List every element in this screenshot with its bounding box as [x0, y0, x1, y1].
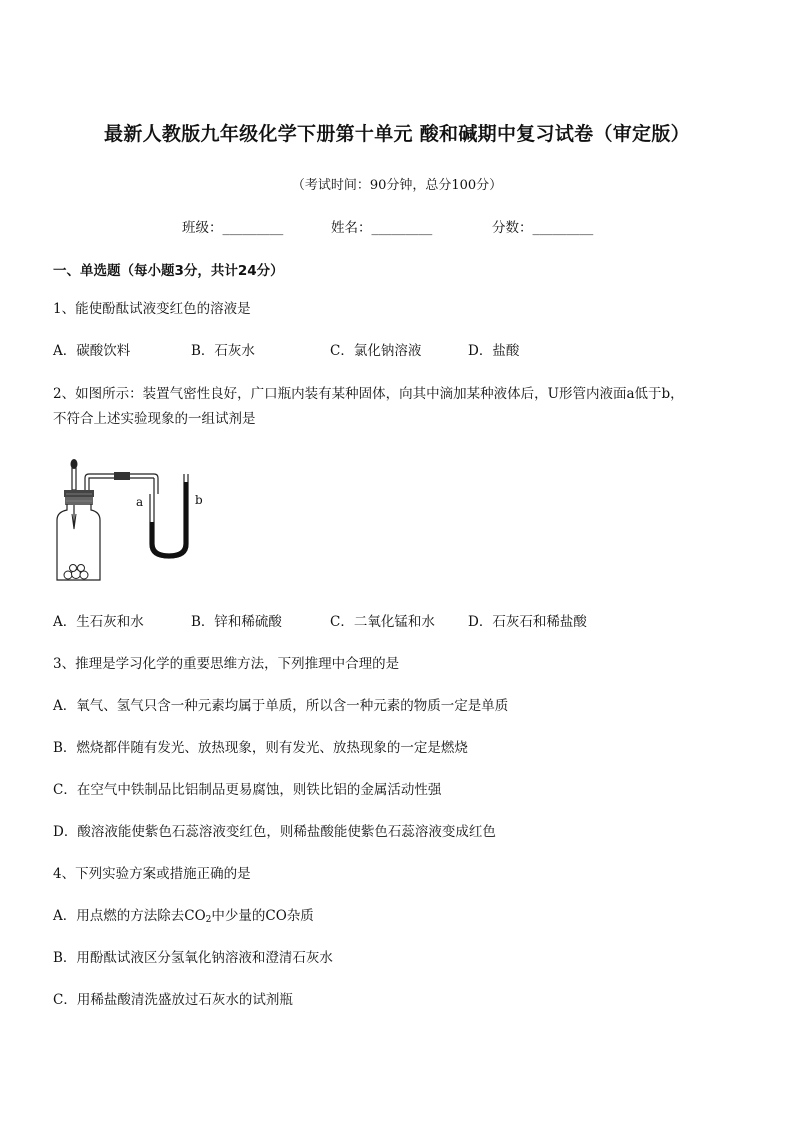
question-2-stem-line-2: 不符合上述实验现象的一组试剂是 [53, 411, 256, 427]
q1-option-b: B．石灰水 [191, 343, 255, 359]
q3-option-d: D．酸溶液能使紫色石蕊溶液变红色，则稀盐酸能使紫色石蕊溶液变成红色 [53, 824, 496, 840]
question-4-stem: 4、下列实验方案或措施正确的是 [53, 866, 251, 882]
section-heading: 一、单选题（每小题3分，共计24分） [53, 263, 284, 279]
q4-option-c: C．用稀盐酸清洗盛放过石灰水的试剂瓶 [53, 992, 293, 1008]
q2-option-c: C．二氧化锰和水 [330, 614, 435, 630]
q4-option-a-text: A．用点燃的方法除去CO [53, 908, 206, 924]
u-tube-label-b: b [195, 493, 203, 507]
u-tube-icon [150, 474, 188, 558]
wide-mouth-bottle-icon [57, 504, 100, 580]
q3-option-a: A．氧气、氢气只含一种元素均属于单质，所以含一种元素的物质一定是单质 [53, 698, 509, 714]
exam-duration-info: （考试时间：90分钟，总分100分） [291, 178, 503, 193]
q4-option-a-subscript: 2 [205, 915, 212, 925]
question-1-stem: 1、能使酚酞试液变红色的溶液是 [53, 301, 251, 317]
q1-option-a: A．碳酸饮料 [53, 343, 131, 359]
q4-option-b: B．用酚酞试液区分氢氧化钠溶液和澄清石灰水 [53, 950, 333, 966]
q1-option-c: C．氯化钠溶液 [330, 343, 422, 359]
class-field: 班级：_________ [182, 220, 284, 236]
q2-option-d: D．石灰石和稀盐酸 [468, 614, 587, 630]
q4-option-a-text-end: 中少量的CO杂质 [211, 908, 314, 924]
q1-option-d: D．盐酸 [468, 343, 520, 359]
q2-option-a: A．生石灰和水 [53, 614, 144, 630]
delivery-tube-icon [85, 472, 158, 494]
name-field: 姓名：_________ [331, 220, 433, 236]
score-field: 分数：_________ [492, 220, 594, 236]
u-tube-label-a: a [136, 495, 144, 509]
question-2-stem-line-1: 2、如图所示：装置气密性良好，广口瓶内装有某种固体，向其中滴加某种液体后，U形管内液面a低于b， [53, 386, 684, 402]
stopper-icon [64, 490, 94, 505]
q3-option-c: C．在空气中铁制品比铝制品更易腐蚀，则铁比铝的金属活动性强 [53, 782, 442, 798]
apparatus-diagram [52, 454, 222, 586]
question-3-stem: 3、推理是学习化学的重要思维方法，下列推理中合理的是 [53, 656, 400, 672]
page-title: 最新人教版九年级化学下册第十单元 酸和碱期中复习试卷（审定版） [104, 123, 690, 145]
q2-option-b: B．锌和稀硫酸 [191, 614, 282, 630]
q4-option-a [53, 906, 314, 930]
q3-option-b: B．燃烧都伴随有发光、放热现象，则有发光、放热现象的一定是燃烧 [53, 740, 468, 756]
